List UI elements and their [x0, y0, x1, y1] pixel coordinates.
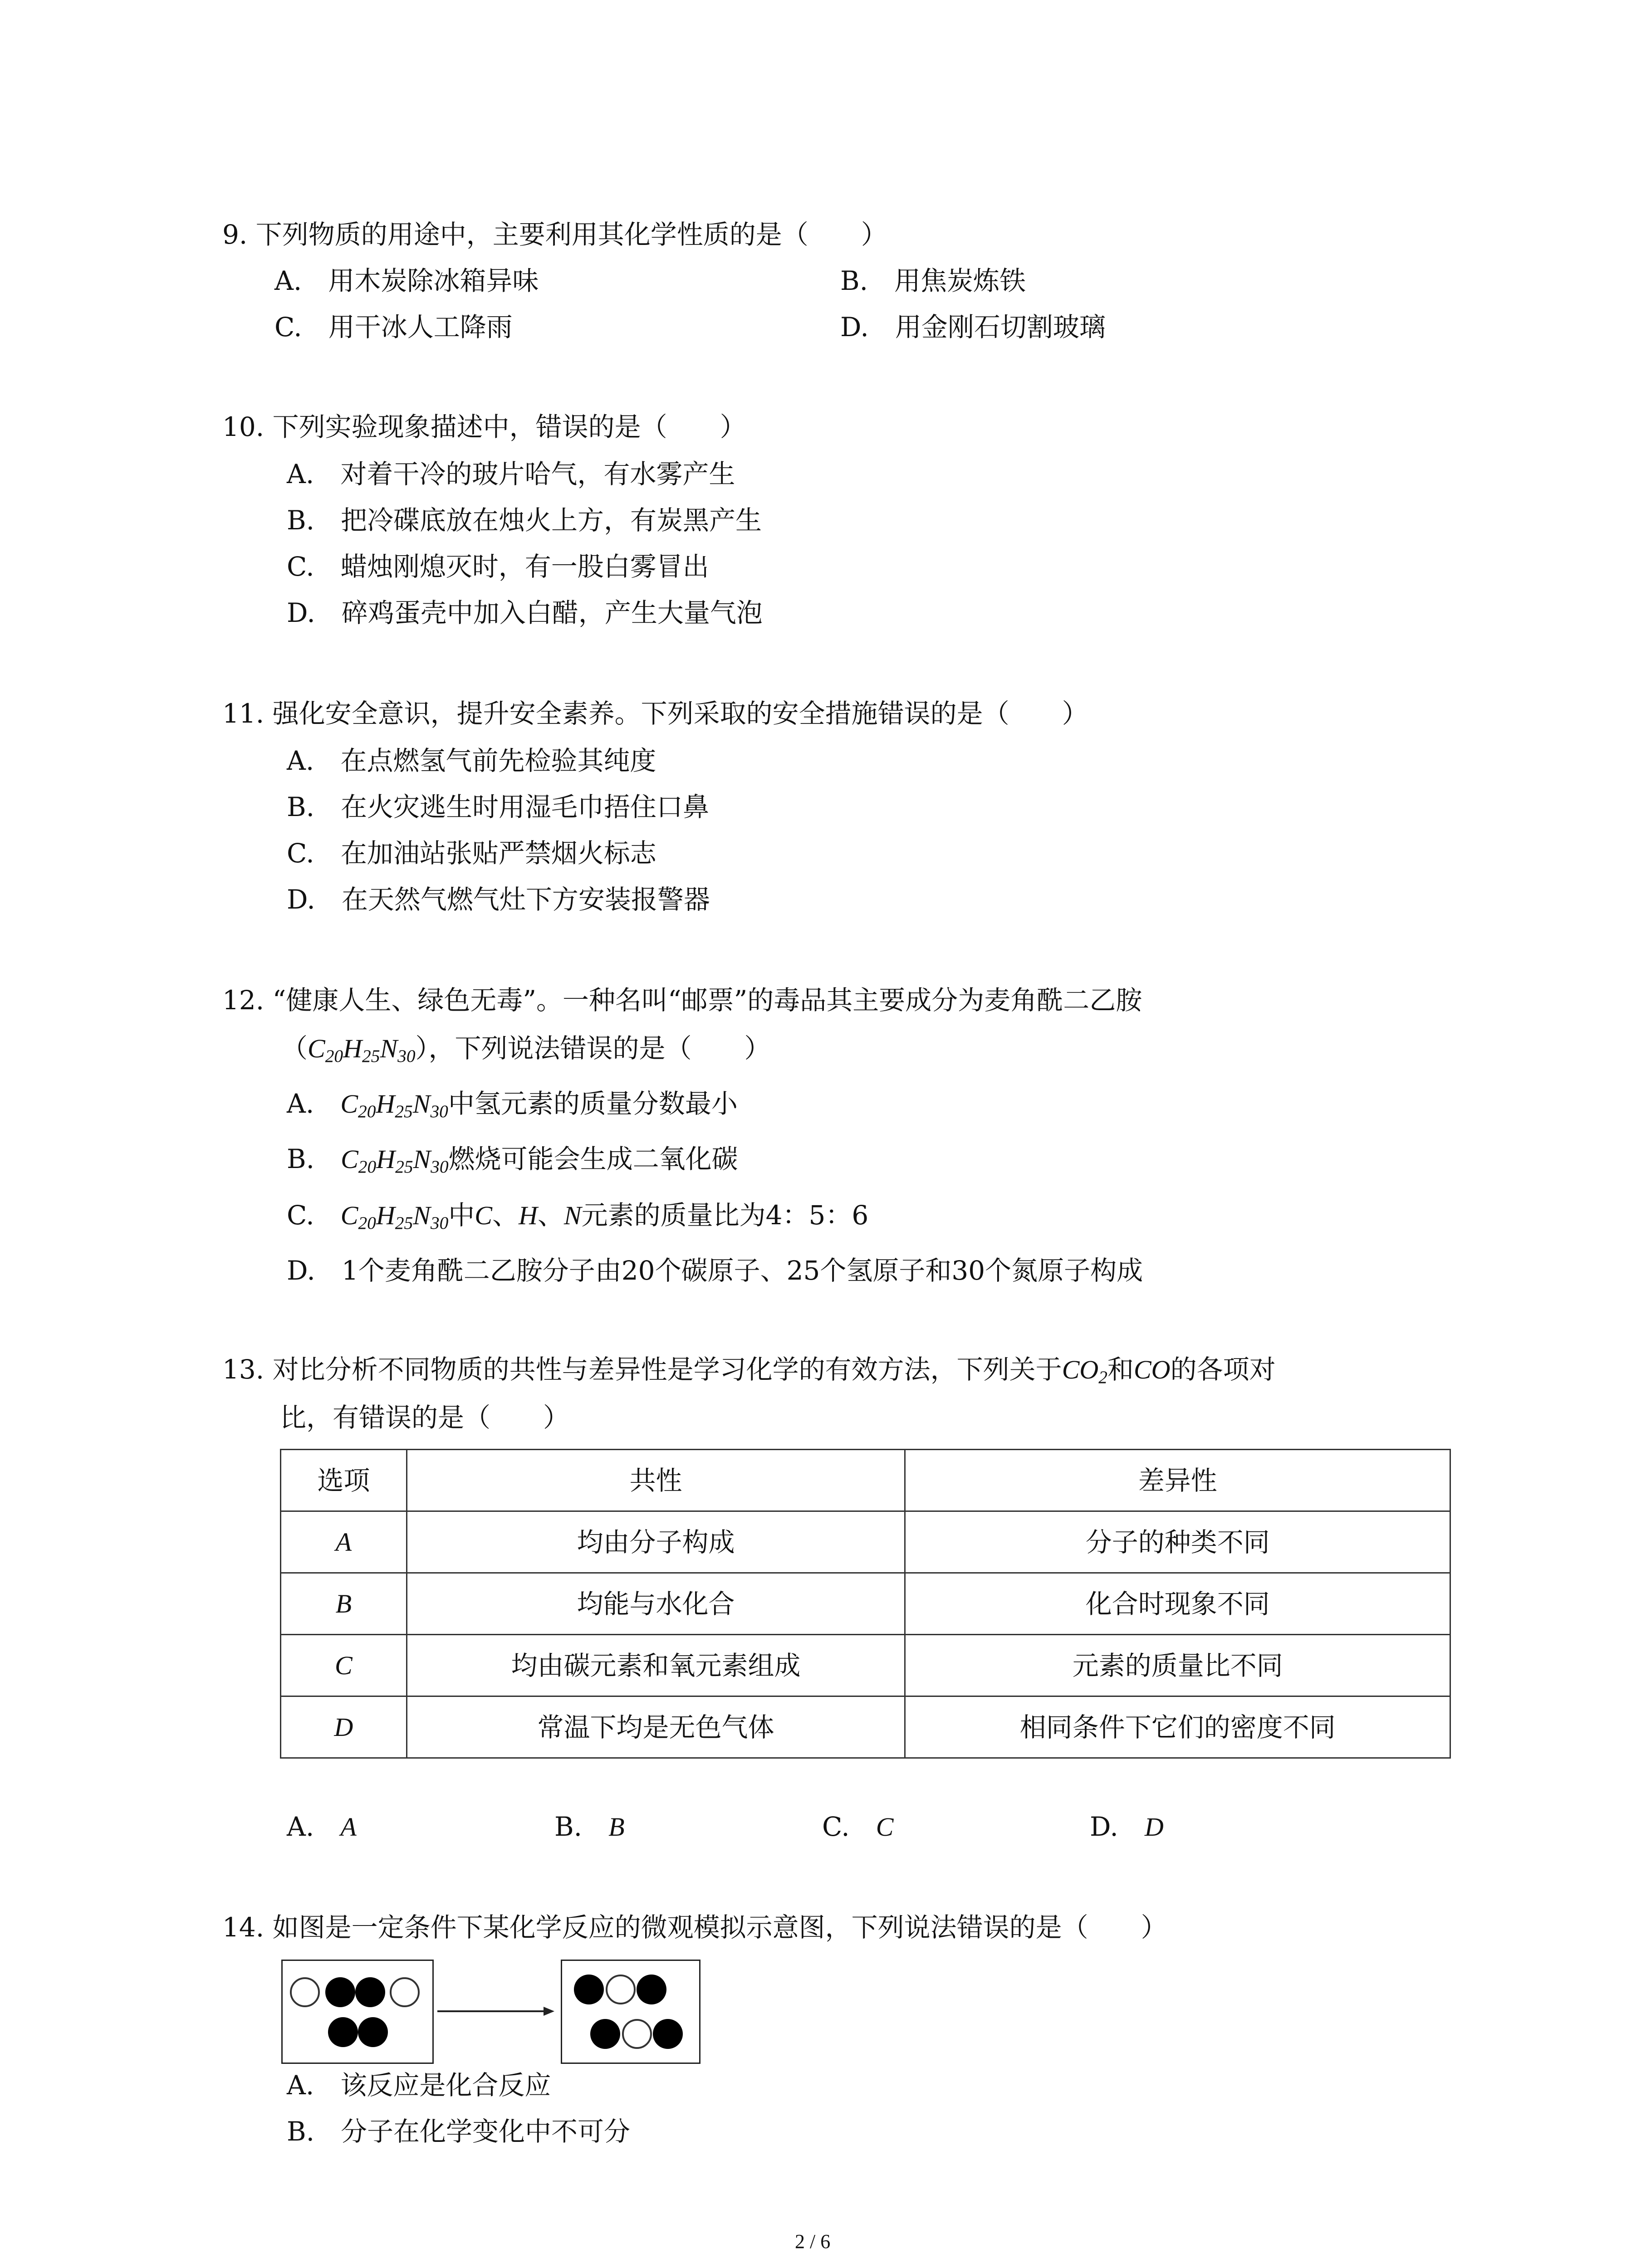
formula: $C_{20}H_{25}N_{30}$: [340, 1201, 449, 1233]
table-header-cell: 选项: [281, 1450, 407, 1511]
formula: $C_{20}H_{25}N_{30}$: [308, 1034, 416, 1066]
table-cell-option: B: [281, 1573, 407, 1635]
q11-option-b: B. 在火灾逃生时用湿毛巾捂住口鼻: [287, 792, 710, 822]
black-atom: [328, 2017, 358, 2047]
q12-stem-line1: 12. “健康人生、绿色无毒”。一种名叫“邮票”的毒品其主要成分为麦角酰二乙胺: [222, 985, 1142, 1016]
q12-option-d: D. 1个麦角酰二乙胺分子由20个碳原子、25个氢原子和30个氮原子构成: [287, 1255, 1143, 1286]
black-atom: [637, 1975, 666, 2004]
table-cell-option: D: [281, 1696, 407, 1758]
page-number: 2 / 6: [795, 2230, 831, 2253]
q11-option-c: C. 在加油站张贴严禁烟火标志: [287, 838, 656, 869]
q11-stem: 11. 强化安全意识，提升安全素养。下列采取的安全措施错误的是（ ）: [222, 698, 1088, 729]
table-cell: 相同条件下它们的密度不同: [905, 1696, 1450, 1758]
black-atom: [590, 2019, 620, 2049]
formula: $C_{20}H_{25}N_{30}$: [340, 1089, 448, 1121]
table-row: [281, 1696, 1450, 1758]
q10-option-d: D. 碎鸡蛋壳中加入白醋，产生大量气泡: [287, 597, 763, 628]
table-cell: 均由碳元素和氧元素组成: [407, 1635, 905, 1696]
q10-option-b: B. 把冷碟底放在烛火上方，有炭黑产生: [287, 505, 762, 536]
q9-option-b: B. 用焦炭炼铁: [840, 265, 1026, 296]
q12-option-c: C. $C_{20}H_{25}N_{30}$中C、H、N元素的质量比为4：5：6: [287, 1200, 869, 1233]
q13-option-b: B. B: [554, 1811, 625, 1842]
q11-option-a: A. 在点燃氢气前先检验其纯度: [287, 745, 656, 776]
table-cell-option: A: [281, 1511, 407, 1573]
table-cell: 常温下均是无色气体: [407, 1696, 905, 1758]
table-header-cell: 共性: [407, 1450, 905, 1511]
q13-option-a: A. A: [287, 1811, 357, 1842]
q10-stem: 10. 下列实验现象描述中，错误的是（ ）: [222, 411, 746, 442]
q12-option-b: B. $C_{20}H_{25}N_{30}$燃烧可能会生成二氧化碳: [287, 1144, 738, 1177]
black-atom: [325, 1977, 355, 2007]
table-cell: 元素的质量比不同: [905, 1635, 1450, 1696]
q13-stem-line1: 13. 对比分析不同物质的共性与差异性是学习化学的有效方法，下列关于$CO_2$和CO的各项对: [222, 1354, 1276, 1387]
black-atom: [574, 1975, 604, 2004]
comparison-table: [280, 1449, 1451, 1759]
q11-option-d: D. 在天然气燃气灶下方安装报警器: [287, 884, 710, 915]
q12-stem-line2: $(C_{20}H_{25}N_{30})$，下列说法错误的是（ ）: [281, 1033, 771, 1066]
table-cell: 均由分子构成: [407, 1511, 905, 1573]
q10-option-c: C. 蜡烛刚熄灭时，有一股白雾冒出: [287, 551, 709, 582]
table-cell: 均能与水化合: [407, 1573, 905, 1635]
white-atom: [606, 1975, 636, 2004]
black-atom: [653, 2019, 683, 2049]
q14-stem: 14. 如图是一定条件下某化学反应的微观模拟示意图，下列说法错误的是（ ）: [222, 1912, 1167, 1943]
q9-option-c: C. 用干冰人工降雨: [274, 312, 513, 342]
white-atom: [390, 1977, 420, 2007]
black-atom: [358, 2017, 388, 2047]
product-box: [561, 1960, 700, 2064]
table-row: [281, 1635, 1450, 1696]
q13-stem-line2: 比，有错误的是（ ）: [280, 1402, 570, 1433]
table-header-cell: 差异性: [905, 1450, 1450, 1511]
q14-option-b: B. 分子在化学变化中不可分: [287, 2116, 631, 2147]
table-header-row: [281, 1450, 1450, 1511]
table-row: [281, 1573, 1450, 1635]
table-cell: 分子的种类不同: [905, 1511, 1450, 1573]
q14-option-a: A. 该反应是化合反应: [287, 2070, 551, 2101]
table-row: [281, 1511, 1450, 1573]
q13-option-c: C. C: [822, 1811, 894, 1842]
q10-option-a: A. 对着干冷的玻片哈气，有水雾产生: [287, 459, 735, 489]
reaction-arrow: [436, 2002, 558, 2020]
reactant-box: [281, 1960, 434, 2064]
formula: $C_{20}H_{25}N_{30}$: [341, 1144, 449, 1177]
black-atom: [355, 1977, 385, 2007]
white-atom: [622, 2019, 652, 2049]
table-cell-option: C: [281, 1635, 407, 1696]
q9-option-a: A. 用木炭除冰箱异味: [274, 265, 539, 296]
q9-stem: 9. 下列物质的用途中，主要利用其化学性质的是（ ）: [222, 219, 887, 250]
white-atom: [290, 1977, 320, 2007]
table-cell: 化合时现象不同: [905, 1573, 1450, 1635]
q9-option-d: D. 用金刚石切割玻璃: [840, 312, 1106, 342]
q12-option-a: A. $C_{20}H_{25}N_{30}$中氢元素的质量分数最小: [287, 1088, 738, 1121]
q13-option-d: D. D: [1090, 1811, 1164, 1842]
